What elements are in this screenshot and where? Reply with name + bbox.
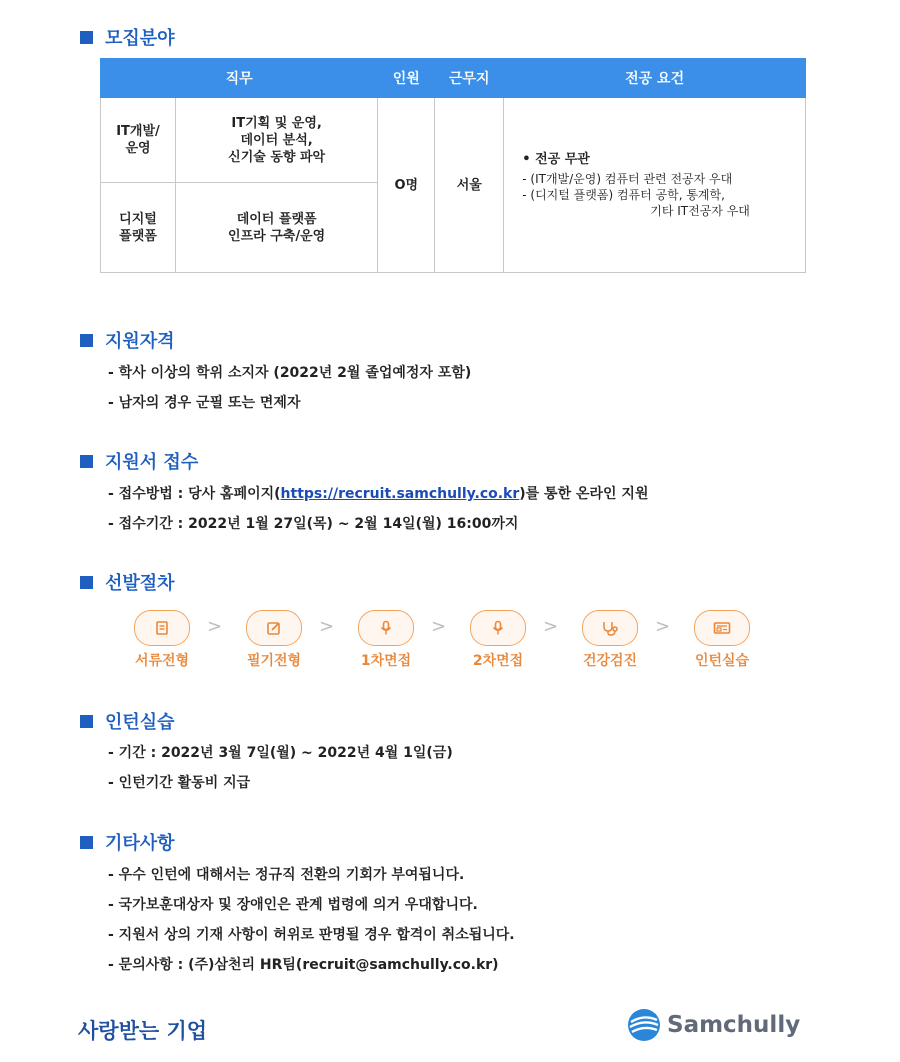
list-item: - 남자의 경우 군필 또는 면제자 — [108, 395, 301, 411]
header-duty: 직무 — [101, 59, 378, 98]
internship-list — [108, 738, 453, 798]
section-title-text: 지원서 접수 — [105, 452, 199, 473]
section-title-application — [80, 448, 198, 474]
header-location: 근무지 — [435, 59, 504, 98]
process-step-label: 서류전형 — [134, 653, 190, 669]
recruit-field-table — [100, 58, 806, 273]
section-title-text: 선발절차 — [105, 573, 175, 594]
recruit-site-link[interactable]: https://recruit.samchully.co.kr — [280, 486, 520, 502]
square-bullet-icon — [80, 715, 93, 728]
company-slogan: 사랑받는 기업 — [78, 1018, 208, 1043]
section-title-qualification — [80, 327, 175, 353]
pencil-icon — [246, 610, 302, 646]
square-bullet-icon — [80, 576, 93, 589]
section-title-internship — [80, 708, 175, 734]
process-step — [682, 610, 762, 670]
process-step-label: 2차면접 — [472, 653, 524, 669]
etc-list — [108, 860, 515, 980]
section-title-text: 기타사항 — [105, 833, 175, 854]
microphone-icon — [358, 610, 414, 646]
application-list — [108, 479, 648, 539]
table-cell-category: 디지털 플랫폼 — [101, 183, 176, 273]
company-brand-name: Samchully — [667, 1012, 801, 1038]
square-bullet-icon — [80, 455, 93, 468]
stethoscope-icon — [582, 610, 638, 646]
header-requirement: 전공 요건 — [504, 59, 806, 98]
method-suffix: )를 통한 온라인 지원 — [519, 486, 649, 502]
square-bullet-icon — [80, 836, 93, 849]
process-step — [346, 610, 426, 670]
requirement-line: - (IT개발/운영) 컴퓨터 관련 전공자 우대 — [522, 172, 733, 186]
requirement-line: 기타 IT전공자 우대 — [650, 204, 750, 218]
section-title-selection — [80, 569, 175, 595]
list-item — [108, 479, 648, 509]
section-title-text: 인턴실습 — [105, 712, 175, 733]
chevron-right-icon: > — [655, 616, 671, 637]
process-step-label: 건강검진 — [582, 653, 638, 669]
table-cell-headcount: O명 — [378, 98, 435, 273]
process-step — [122, 610, 202, 670]
list-item: - 국가보훈대상자 및 장애인은 관계 법령에 의거 우대합니다. — [108, 897, 478, 913]
method-prefix: - 접수방법 : 당사 홈페이지( — [108, 486, 281, 502]
list-item: - 우수 인턴에 대해서는 정규직 전환의 기회가 부여됩니다. — [108, 867, 465, 883]
chevron-right-icon: > — [543, 616, 559, 637]
list-item: - 학사 이상의 학위 소지자 (2022년 2월 졸업예정자 포함) — [108, 365, 472, 381]
company-logo — [627, 1008, 800, 1042]
section-title-recruit-field — [80, 24, 175, 50]
chevron-right-icon: > — [207, 616, 223, 637]
requirement-line: - (디지털 플랫폼) 컴퓨터 공학, 통계학, — [522, 188, 725, 202]
process-step-label: 필기전형 — [246, 653, 302, 669]
list-item: - 지원서 상의 기재 사항이 허위로 판명될 경우 합격이 취소됩니다. — [108, 927, 515, 943]
section-title-etc — [80, 829, 175, 855]
section-title-text: 모집분야 — [105, 28, 175, 49]
list-item: - 문의사항 : (주)삼천리 HR팀(recruit@samchully.co.kr) — [108, 957, 499, 973]
list-item: - 기간 : 2022년 3월 7일(월) ~ 2022년 4월 1일(금) — [108, 745, 453, 761]
table-cell-location: 서울 — [435, 98, 504, 273]
samchully-logo-icon — [627, 1008, 661, 1042]
square-bullet-icon — [80, 334, 93, 347]
process-step — [234, 610, 314, 670]
table-cell-duty: 데이터 플랫폼 인프라 구축/운영 — [176, 183, 378, 273]
requirement-title: • 전공 무관 — [522, 152, 590, 167]
document-icon — [134, 610, 190, 646]
table-cell-duty: IT기획 및 운영, 데이터 분석, 신기술 동향 파악 — [176, 98, 378, 183]
microphone-icon — [470, 610, 526, 646]
table-cell-category: IT개발/ 운영 — [101, 98, 176, 183]
process-step — [570, 610, 650, 670]
process-step-label: 인턴실습 — [694, 653, 750, 669]
selection-process — [122, 610, 762, 670]
qualification-list — [108, 358, 471, 418]
chevron-right-icon: > — [319, 616, 335, 637]
id-card-icon — [694, 610, 750, 646]
table-header-row — [101, 59, 806, 98]
process-step-label: 1차면접 — [360, 653, 412, 669]
table-cell-requirement — [504, 98, 806, 273]
list-item: - 인턴기간 활동비 지급 — [108, 775, 251, 791]
square-bullet-icon — [80, 31, 93, 44]
list-item: - 접수기간 : 2022년 1월 27일(목) ~ 2월 14일(월) 16:00까지 — [108, 516, 519, 532]
header-headcount: 인원 — [378, 59, 435, 98]
section-title-text: 지원자격 — [105, 331, 175, 352]
process-step — [458, 610, 538, 670]
table-row — [101, 98, 806, 183]
chevron-right-icon: > — [431, 616, 447, 637]
